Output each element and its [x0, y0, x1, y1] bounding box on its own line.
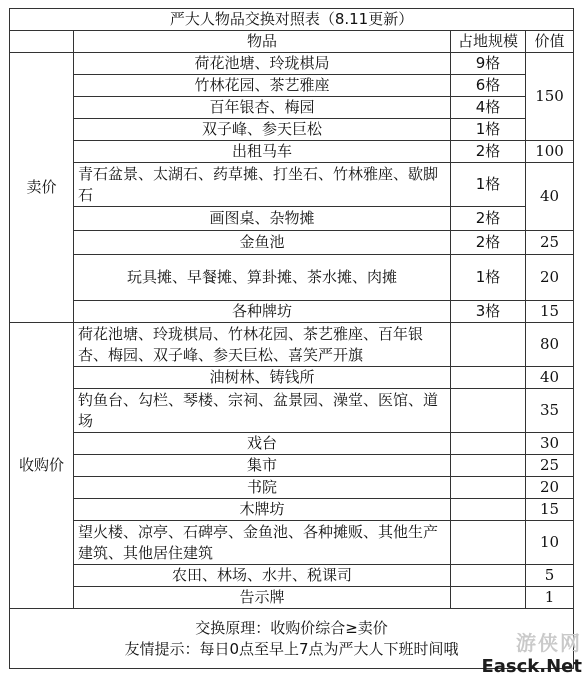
sell-size: 4格 [451, 97, 526, 119]
buy-section-label: 收购价 [10, 323, 74, 609]
buy-value: 5 [526, 565, 574, 587]
sell-item: 竹林花园、茶艺雅座 [74, 75, 451, 97]
buy-size-empty [451, 477, 526, 499]
sell-size: 3格 [451, 301, 526, 323]
buy-value: 10 [526, 521, 574, 565]
sell-value: 20 [526, 255, 574, 301]
sell-item: 青石盆景、太湖石、药草摊、打坐石、竹林雅座、歇脚石 [74, 163, 451, 207]
size-header: 占地规模 [451, 31, 526, 53]
sell-item: 玩具摊、早餐摊、算卦摊、茶水摊、肉摊 [74, 255, 451, 301]
buy-item: 望火楼、凉亭、石碑亭、金鱼池、各种摊贩、其他生产建筑、其他居住建筑 [74, 521, 451, 565]
buy-size-empty [451, 389, 526, 433]
sell-value: 100 [526, 141, 574, 163]
friendly-tip: 友情提示：每日0点至早上7点为严大人下班时间哦 [124, 639, 459, 658]
exchange-table [9, 8, 574, 669]
buy-size-empty [451, 521, 526, 565]
buy-item: 书院 [74, 477, 451, 499]
sell-item: 各种牌坊 [74, 301, 451, 323]
buy-value: 35 [526, 389, 574, 433]
sell-size: 1格 [451, 163, 526, 207]
buy-size-empty [451, 587, 526, 609]
buy-item: 钓鱼台、勾栏、琴楼、宗祠、盆景园、澡堂、医馆、道场 [74, 389, 451, 433]
buy-value: 20 [526, 477, 574, 499]
buy-item: 农田、林场、水井、税课司 [74, 565, 451, 587]
value-header: 价值 [526, 31, 574, 53]
sell-item: 出租马车 [74, 141, 451, 163]
sell-item: 画图桌、杂物摊 [74, 207, 451, 231]
buy-item: 戏台 [74, 433, 451, 455]
watermark [481, 627, 582, 677]
items-header: 物品 [74, 31, 451, 53]
sell-value: 40 [526, 163, 574, 231]
buy-value: 40 [526, 367, 574, 389]
empty-header-cell [10, 31, 74, 53]
sell-size: 2格 [451, 141, 526, 163]
buy-size-empty [451, 433, 526, 455]
sell-size: 6格 [451, 75, 526, 97]
sell-value: 150 [526, 53, 574, 141]
sell-size: 1格 [451, 255, 526, 301]
sell-size: 9格 [451, 53, 526, 75]
buy-value: 25 [526, 455, 574, 477]
sell-item: 金鱼池 [74, 231, 451, 255]
table-title: 严大人物品交换对照表（8.11更新） [10, 9, 574, 31]
buy-item: 油树林、铸钱所 [74, 367, 451, 389]
buy-size-empty [451, 455, 526, 477]
sell-item: 荷花池塘、玲珑棋局 [74, 53, 451, 75]
watermark-site: Easck.Net [481, 656, 582, 677]
buy-value: 30 [526, 433, 574, 455]
sell-size: 2格 [451, 207, 526, 231]
buy-size-empty [451, 565, 526, 587]
buy-item: 荷花池塘、玲珑棋局、竹林花园、茶艺雅座、百年银杏、梅园、双子峰、参天巨松、喜笑严开旗 [74, 323, 451, 367]
sell-item: 双子峰、参天巨松 [74, 119, 451, 141]
buy-size-empty [451, 323, 526, 367]
exchange-table-document [9, 8, 573, 679]
buy-size-empty [451, 367, 526, 389]
buy-value: 1 [526, 587, 574, 609]
sell-size: 2格 [451, 231, 526, 255]
sell-section-label: 卖价 [10, 53, 74, 323]
buy-item: 木牌坊 [74, 499, 451, 521]
buy-item: 集市 [74, 455, 451, 477]
sell-size: 1格 [451, 119, 526, 141]
buy-item: 告示牌 [74, 587, 451, 609]
sell-value: 15 [526, 301, 574, 323]
buy-value: 80 [526, 323, 574, 367]
exchange-principle: 交换原理：收购价综合≥卖价 [195, 618, 388, 637]
buy-size-empty [451, 499, 526, 521]
buy-value: 15 [526, 499, 574, 521]
watermark-logo: 游侠网 [516, 631, 582, 655]
sell-value: 25 [526, 231, 574, 255]
sell-item: 百年银杏、梅园 [74, 97, 451, 119]
